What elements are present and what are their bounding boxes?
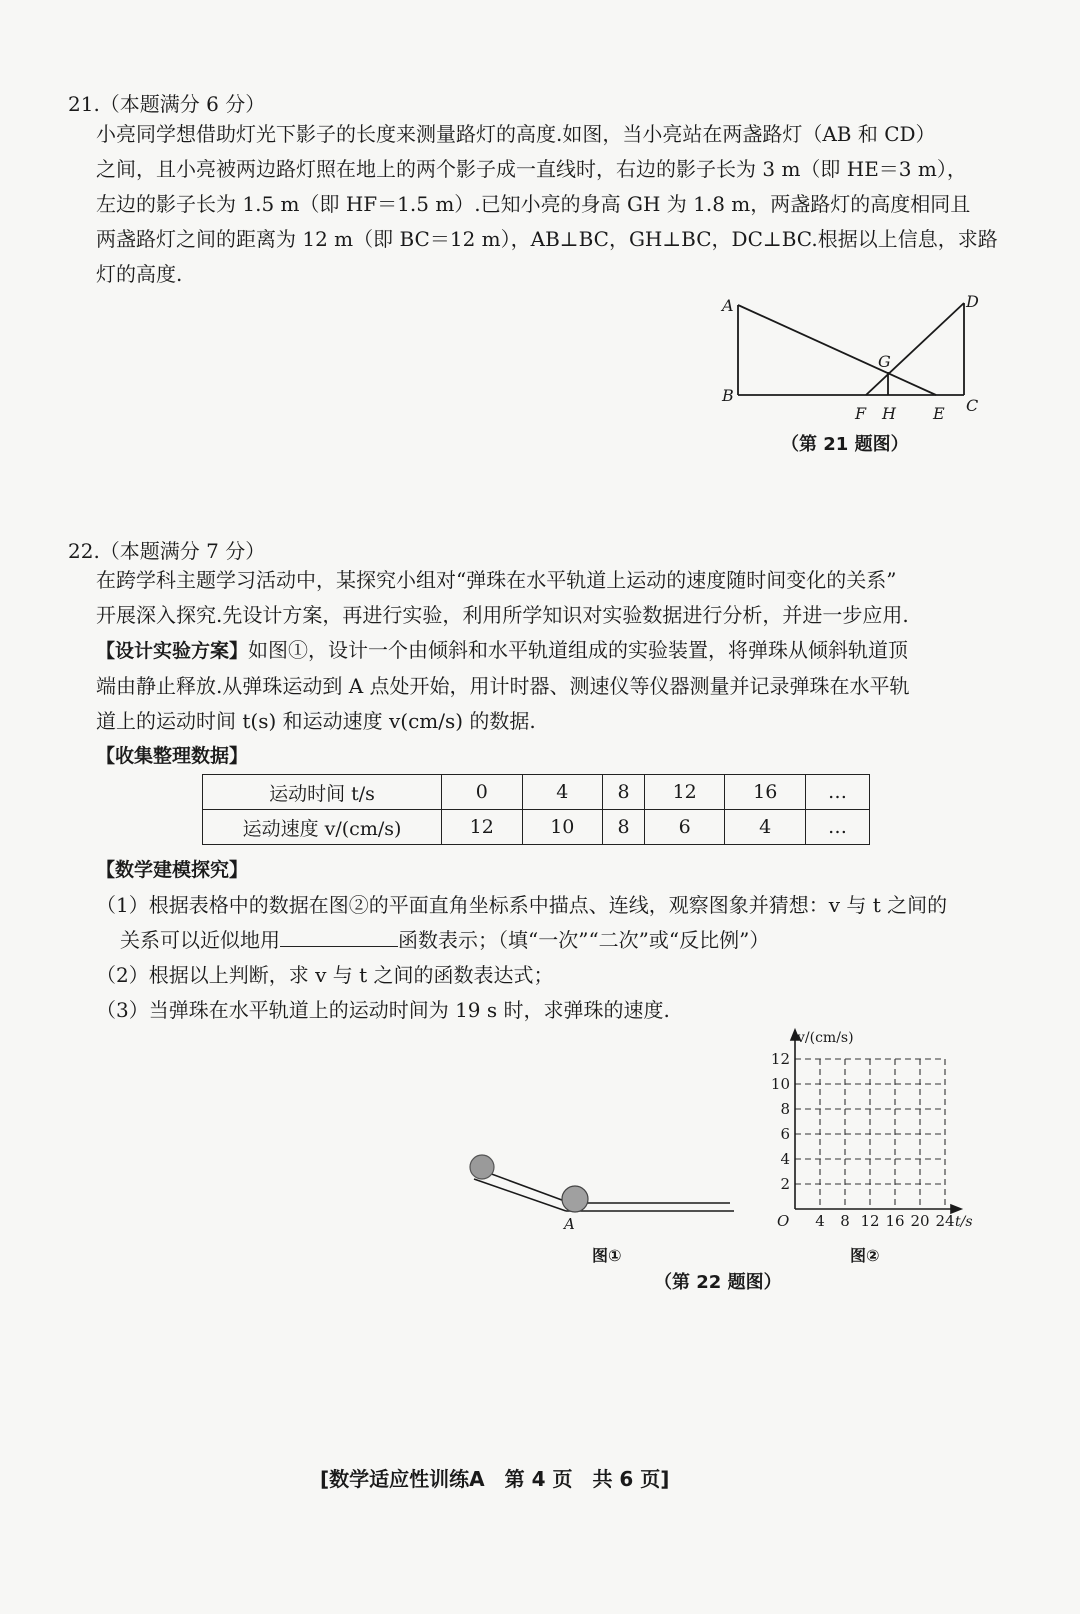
table-header-speed: 运动速度 v/(cm/s) (203, 810, 442, 845)
table-cell: … (805, 775, 869, 810)
x-tick: 12 (860, 1212, 880, 1230)
q21-line-5: 灯的高度. (96, 262, 183, 286)
q22-design-2: 端由静止释放.从弹珠运动到 A 点处开始，用计时器、测速仪等仪器测量并记录弹珠在水平轨 (96, 674, 910, 698)
data-table (202, 774, 870, 845)
y-tick: 4 (780, 1150, 790, 1168)
q1-text-after: 函数表示；（填“一次”“二次”或“反比例”） (398, 928, 770, 952)
label-d: D (966, 292, 979, 311)
collect-title: 【收集整理数据】 (96, 745, 249, 767)
label-c: C (966, 396, 979, 415)
q22-questions (96, 853, 947, 1028)
q22-intro-2: 开展深入探究.先设计方案，再进行实验，利用所学知识对实验数据进行分析，并进一步应用. (96, 603, 909, 627)
table-cell: 8 (603, 810, 645, 845)
origin-label: O (777, 1212, 790, 1230)
answer-blank[interactable] (280, 926, 398, 947)
label-e: E (933, 404, 945, 423)
fig2-grid (755, 1022, 995, 1232)
y-tick: 6 (780, 1125, 790, 1143)
q21-line-2: 之间，且小亮被两边路灯照在地上的两个影子成一直线时，右边的影子长为 3 m（即 HE＝3 m）， (96, 157, 967, 181)
q22-q2: （2）根据以上判断，求 v 与 t 之间的函数表达式； (96, 963, 554, 987)
q22-q1-b (96, 923, 947, 958)
table-cell: 12 (644, 775, 725, 810)
model-title: 【数学建模探究】 (96, 859, 249, 881)
fig2-caption: 图② (850, 1246, 880, 1265)
q22-q3: （3）当弹珠在水平轨道上的运动时间为 19 s 时，求弹珠的速度. (96, 998, 670, 1022)
label-f: F (855, 404, 867, 423)
q22-design-3: 道上的运动时间 t(s) 和运动速度 v(cm/s) 的数据. (96, 709, 536, 733)
table-cell: 0 (442, 775, 523, 810)
y-axis-label: v/(cm/s) (797, 1030, 854, 1046)
table-cell: 12 (442, 810, 523, 845)
q22-design-1 (96, 633, 910, 669)
x-tick: 4 (815, 1212, 825, 1230)
ray-a-e (738, 305, 936, 395)
x-axis-label: t/s (955, 1214, 973, 1230)
table-row-speed (203, 810, 870, 845)
marble-top (470, 1155, 494, 1179)
x-tick: 20 (910, 1212, 930, 1230)
q22-intro-1: 在跨学科主题学习活动中，某探究小组对“弹珠在水平轨道上运动的速度随时间变化的关系” (96, 568, 897, 592)
x-tick: 16 (885, 1212, 905, 1230)
fig1-caption: 图① (592, 1246, 622, 1265)
table-row-time (203, 775, 870, 810)
y-tick: 2 (780, 1175, 790, 1193)
x-tick: 24 (935, 1212, 955, 1230)
y-tick: 8 (780, 1100, 790, 1118)
table-cell: 8 (603, 775, 645, 810)
design-title: 【设计实验方案】 (96, 640, 249, 662)
q22-header: 22.（本题满分 7 分） (68, 539, 266, 563)
y-tick: 12 (770, 1050, 790, 1068)
q1-text-before: 关系可以近似地用 (120, 928, 280, 952)
grid-lines (795, 1059, 945, 1209)
fig1-track (460, 1145, 750, 1245)
q22-body (96, 563, 910, 774)
q21-line-3: 左边的影子长为 1.5 m（即 HF＝1.5 m）.已知小亮的身高 GH 为 1.8 m，两盏路灯的高度相同且 (96, 192, 971, 216)
marble-a (562, 1186, 588, 1212)
x-tick: 8 (840, 1212, 850, 1230)
q21-line-1: 小亮同学想借助灯光下影子的长度来测量路灯的高度.如图，当小亮站在两盏路灯（AB 和 CD） (96, 122, 936, 146)
table-cell: 16 (725, 775, 806, 810)
label-b: B (722, 386, 734, 405)
table-cell: 4 (725, 810, 806, 845)
q21-header: 21.（本题满分 6 分） (68, 92, 266, 116)
table-cell: … (805, 810, 869, 845)
q21-body (96, 117, 998, 292)
q21-caption: （第 21 题图） (781, 434, 909, 455)
label-point-a: A (564, 1215, 575, 1233)
table-cell: 6 (644, 810, 725, 845)
label-a: A (722, 296, 734, 315)
label-g: G (878, 352, 891, 371)
ray-d-f (866, 303, 964, 395)
table-cell: 4 (522, 775, 603, 810)
q22-q1-a: （1）根据表格中的数据在图②的平面直角坐标系中描点、连线，观察图象并猜想：v 与 t 之间的 (96, 893, 948, 917)
y-tick: 10 (770, 1075, 790, 1093)
table-cell: 10 (522, 810, 603, 845)
table-header-time: 运动时间 t/s (203, 775, 442, 810)
label-h: H (882, 404, 896, 423)
page-footer: [数学适应性训练A 第 4 页 共 6 页] (320, 1467, 670, 1491)
q22-caption: （第 22 题图） (654, 1272, 782, 1293)
design-text-1: 如图①，设计一个由倾斜和水平轨道组成的实验装置，将弹珠从倾斜轨道顶 (248, 638, 909, 662)
q21-line-4: 两盏路灯之间的距离为 12 m（即 BC＝12 m），AB⊥BC，GH⊥BC，DC⊥BC.根据以上信息，求路 (96, 227, 998, 251)
